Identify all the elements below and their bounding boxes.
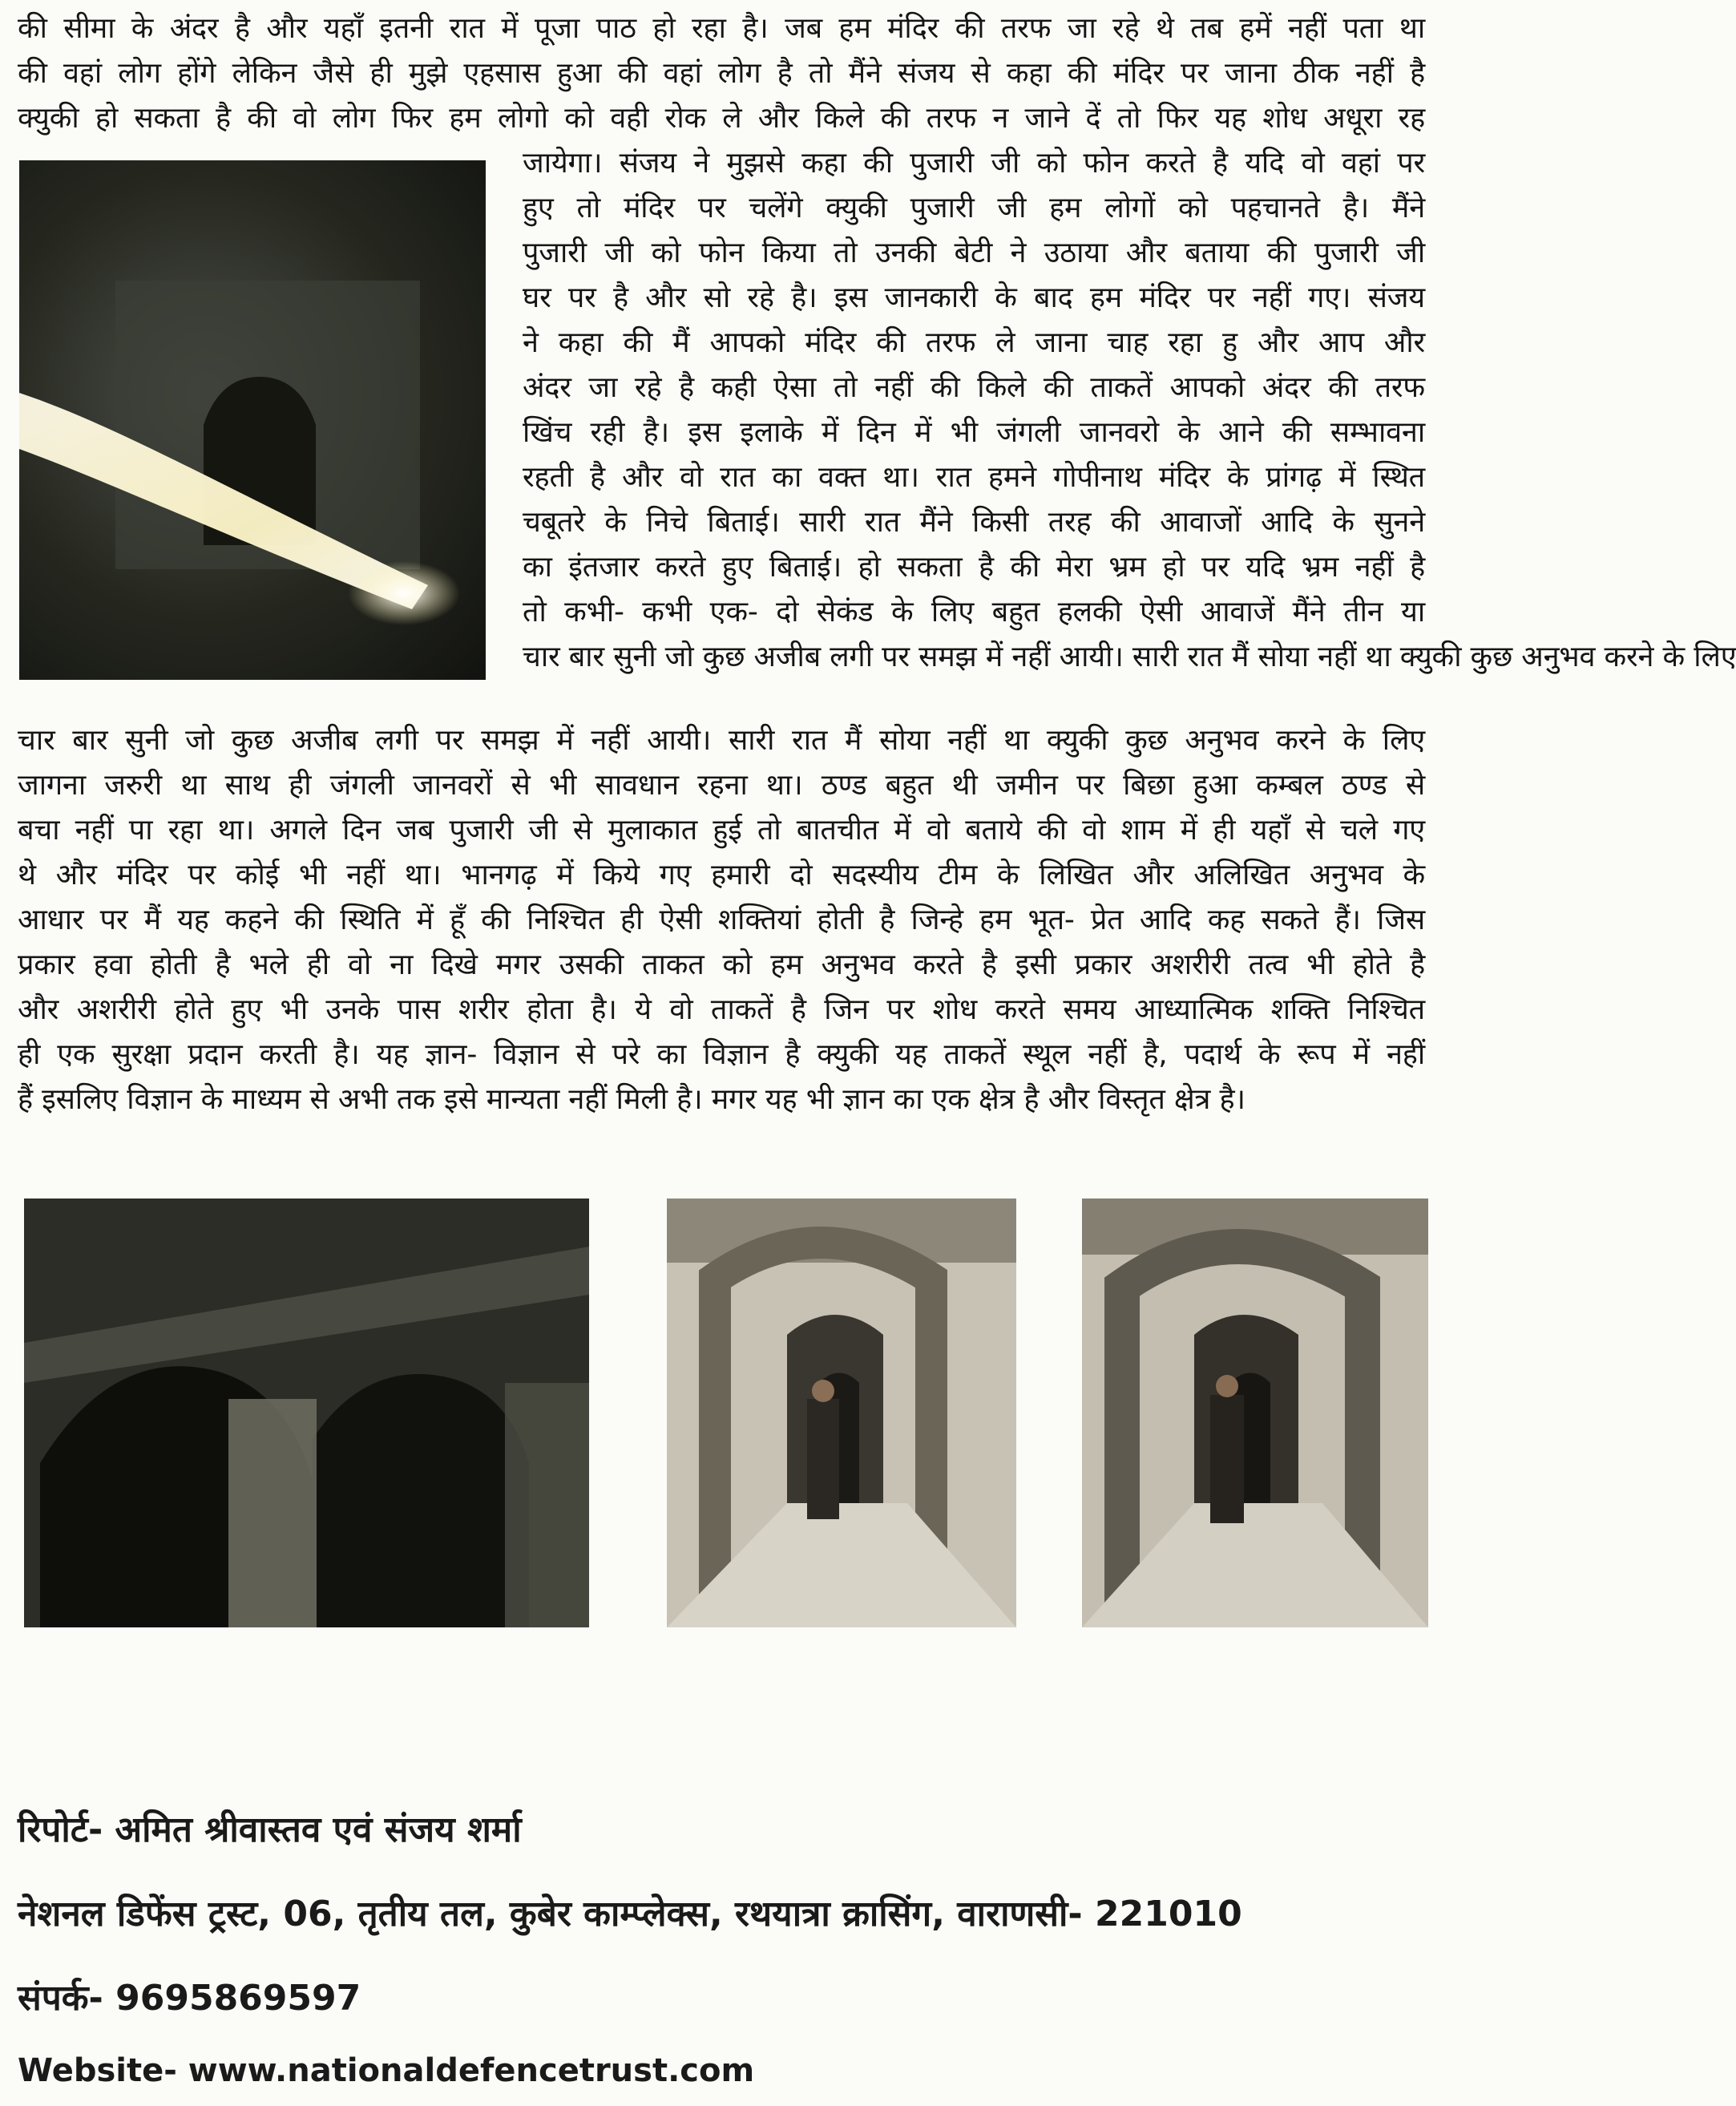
corridor-man-photo-1 bbox=[667, 1199, 1016, 1627]
address-line: नेशनल डिफेंस ट्रस्ट, 06, तृतीय तल, कुबेर काम्प्लेक्स, रथयात्रा क्रासिंग, वाराणसी- 221010 bbox=[18, 1894, 1242, 1934]
article-line-7: घर पर है और सो रहे है। इस जानकारी के बाद हम मंदिर पर नहीं गए। संजय bbox=[523, 281, 1425, 314]
report-credit: रिपोर्ट- अमित श्रीवास्तव एवं संजय शर्मा bbox=[18, 1809, 522, 1850]
article-line-16: चार बार सुनी जो कुछ अजीब लगी पर समझ में नहीं आयी। सारी रात मैं सोया नहीं था क्युकी कुछ अनुभव करने के लिए bbox=[18, 724, 1425, 757]
article-line-13: का इंतजार करते हुए बिताई। हो सकता है की मेरा भ्रम हो पर यदि भ्रम नहीं है bbox=[523, 551, 1425, 584]
article-line-3: क्युकी हो सकता है की वो लोग फिर हम लोगो को वही रोक ले और किले की तरफ न जाने दें तो फिर यह शोध अधूरा रह bbox=[18, 102, 1425, 135]
night-fort-light-photo bbox=[19, 160, 486, 680]
article-line-5: हुए तो मंदिर पर चलेंगे क्युकी पुजारी जी हम लोगों को पहचानते है। मैंने bbox=[523, 192, 1425, 224]
article-line-10: खिंच रही है। इस इलाके में दिन में भी जंगली जानवरो के आने की सम्भावना bbox=[523, 416, 1425, 449]
article-line-18: बचा नहीं पा रहा था। अगले दिन जब पुजारी जी से मुलाकात हुई तो बातचीत में वो बताये की वो शाम में ही यहाँ से चले गए bbox=[18, 814, 1425, 847]
article-line-9: अंदर जा रहे है कही ऐसा तो नहीं की किले की ताकतें आपको अंदर की तरफ bbox=[523, 371, 1425, 404]
article-line-15: चार बार सुनी जो कुछ अजीब लगी पर समझ में नहीं आयी। सारी रात मैं सोया नहीं था क्युकी कुछ अनुभव करने के लिए bbox=[523, 641, 1736, 673]
article-line-8: ने कहा की मैं आपको मंदिर की तरफ ले जाना चाह रहा हु और आप और bbox=[523, 326, 1425, 359]
article-line-23: ही एक सुरक्षा प्रदान करती है। यह ज्ञान- विज्ञान से परे का विज्ञान है क्युकी यह ताकतें स्थूल नहीं है, पदार्थ के रूप में नहीं bbox=[18, 1038, 1425, 1071]
website-line: Website- www.nationaldefencetrust.com bbox=[18, 2052, 755, 2089]
article-line-4: जायेगा। संजय ने मुझसे कहा की पुजारी जी को फोन करते है यदि वो वहां पर bbox=[523, 147, 1425, 180]
article-line-2: की वहां लोग होंगे लेकिन जैसे ही मुझे एहसास हुआ की वहां लोग है तो मैंने संजय से कहा की मंदिर पर जाना ठीक नहीं है bbox=[18, 57, 1425, 90]
article-line-22: और अशरीरी होते हुए भी उनके पास शरीर होता है। ये वो ताकतें है जिन पर शोध करते समय आध्यात्मिक शक्ति निश्चित bbox=[18, 993, 1425, 1026]
article-line-24: हैं इसलिए विज्ञान के माध्यम से अभी तक इसे मान्यता नहीं मिली है। मगर यह भी ज्ञान का एक क्षेत्र है और विस्तृत क्षेत्र है। bbox=[18, 1083, 1245, 1116]
article-line-1: की सीमा के अंदर है और यहाँ इतनी रात में पूजा पाठ हो रहा है। जब हम मंदिर की तरफ जा रहे थे तब हमें नहीं पता था bbox=[18, 12, 1425, 45]
article-line-19: थे और मंदिर पर कोई भी नहीं था। भानगढ़ में किये गए हमारी दो सदस्यीय टीम के लिखित और अलिखित अनुभव के bbox=[18, 859, 1425, 891]
article-line-11: रहती है और वो रात का वक्त था। रात हमने गोपीनाथ मंदिर के प्रांगढ़ में स्थित bbox=[523, 461, 1425, 494]
article-line-21: प्रकार हवा होती है भले ही वो ना दिखे मगर उसकी ताकत को हम अनुभव करते है इसी प्रकार अशरीरी तत्व भी होते है bbox=[18, 948, 1425, 981]
contact-line: संपर्क- 9695869597 bbox=[18, 1978, 361, 2019]
fort-arches-night-photo bbox=[24, 1199, 589, 1627]
article-line-12: चबूतरे के निचे बिताई। सारी रात मैंने किसी तरह की आवाजों आदि के सुनने bbox=[523, 506, 1425, 539]
corridor-man-photo-2 bbox=[1082, 1199, 1428, 1627]
article-line-20: आधार पर मैं यह कहने की स्थिति में हूँ की निश्चित ही ऐसी शक्तियां होती है जिन्हे हम भूत- प्रेत आदि कह सकते हैं। जिस bbox=[18, 903, 1425, 936]
article-line-17: जागना जरुरी था साथ ही जंगली जानवरों से भी सावधान रहना था। ठण्ड बहुत थी जमीन पर बिछा हुआ कम्बल ठण्ड से bbox=[18, 769, 1425, 802]
article-line-6: पुजारी जी को फोन किया तो उनकी बेटी ने उठाया और बताया की पुजारी जी bbox=[523, 236, 1425, 269]
article-line-14: तो कभी- कभी एक- दो सेकंड के लिए बहुत हलकी ऐसी आवाजें मैंने तीन या bbox=[523, 596, 1425, 629]
